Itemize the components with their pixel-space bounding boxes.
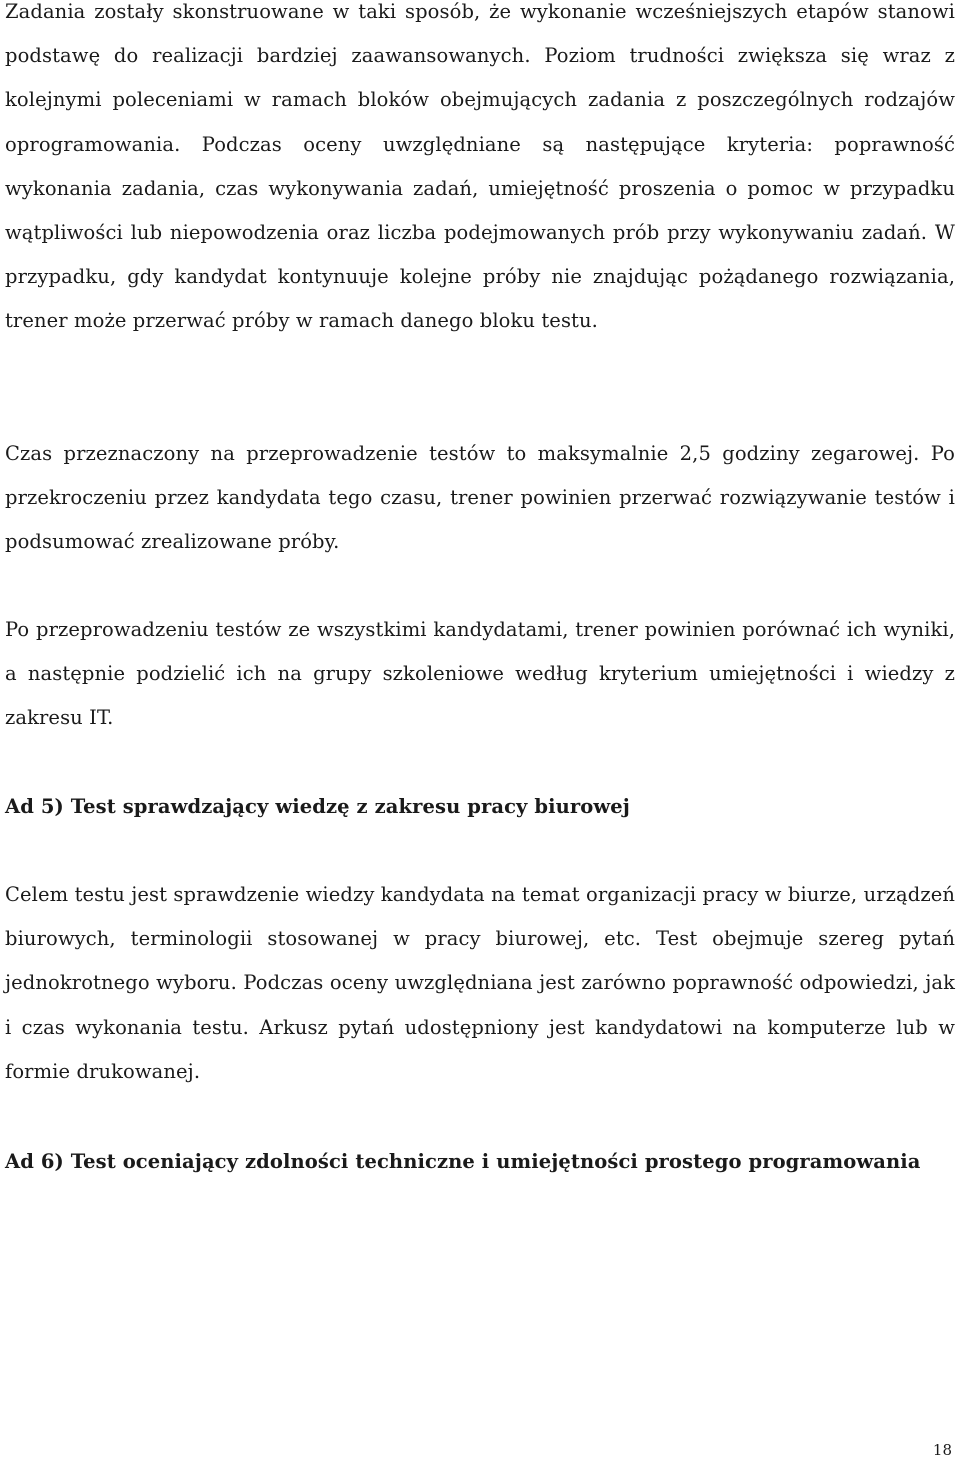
paragraph-grouping: Po przeprowadzeniu testów ze wszystkimi kandydatami, trener powinien porównać ich wyniki, a następnie podzielić ich na grupy szkoleniowe według kryterium umiejętności i wiedzy z zakresu IT. (5, 618, 955, 730)
paragraph-task-design: Zadania zostały skonstruowane w taki sposób, że wykonanie wcześniejszych etapów stanowi podstawę do realizacji bardziej zaawansowanych. Poziom trudności zwiększa się wraz z kolejnymi poleceniami w ramach bloków obejmujących zadania z poszczególnych rodzajów oprogramowania. Podczas oceny uwzględniane są następujące kryteria: poprawność wykonania zadania, czas wykonywania zadań, umiejętność proszenia o pomoc w przypadku wątpliwości lub niepowodzenia oraz liczba podejmowanych prób przy wykonywaniu zadań. W przypadku, gdy kandydat kontynuuje kolejne próby nie znajdując pożądanego rozwiązania, trener może przerwać próby w ramach danego bloku testu. (5, 0, 955, 333)
section-heading-office-test: Ad 5) Test sprawdzający wiedzę z zakresu pracy biurowej (5, 795, 630, 818)
page-number: 18 (932, 1441, 952, 1459)
paragraph-office-test: Celem testu jest sprawdzenie wiedzy kandydata na temat organizacji pracy w biurze, urządzeń biurowych, terminologii stosowanej w pracy biurowej, etc. Test obejmuje szereg pytań jednokrotnego wyboru. Podczas oceny uwzględniana jest zarówno poprawność odpowiedzi, jak i czas wykonania testu. Arkusz pytań udostępniony jest kandydatowi na komputerze lub w formie drukowanej. (5, 883, 955, 1083)
paragraph-time-limit: Czas przeznaczony na przeprowadzenie testów to maksymalnie 2,5 godziny zegarowej. Po przekroczeniu przez kandydata tego czasu, trener powinien przerwać rozwiązywanie testów i podsumować zrealizowane próby. (5, 442, 955, 554)
section-heading-programming-test: Ad 6) Test oceniający zdolności techniczne i umiejętności prostego programowania (5, 1150, 921, 1173)
